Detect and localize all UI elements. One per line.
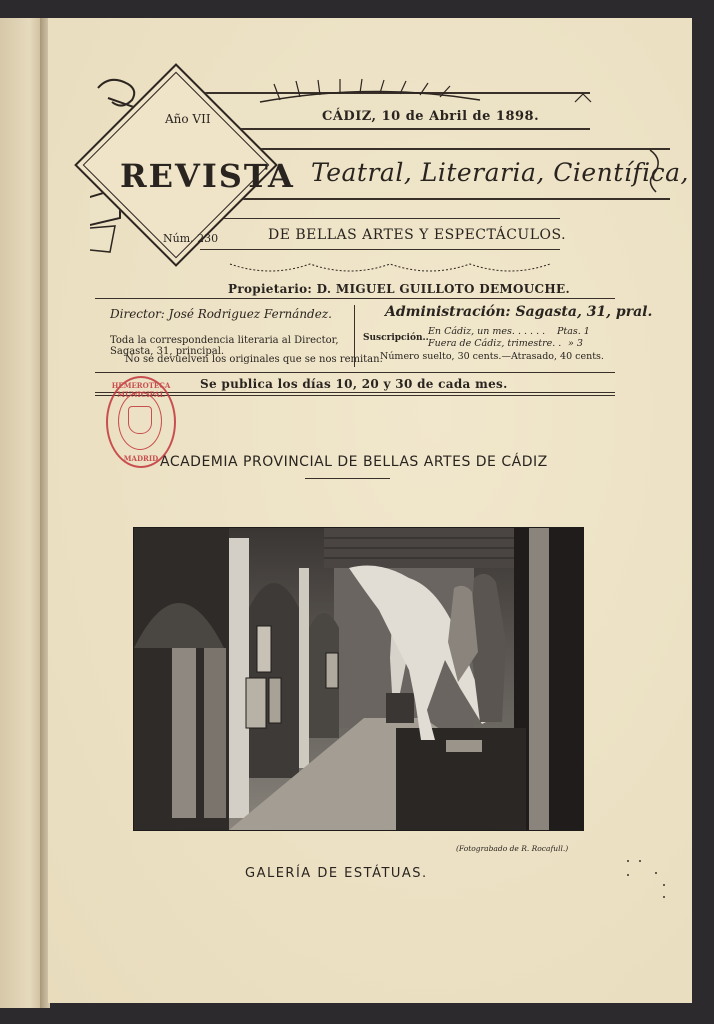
gallery-photograph bbox=[133, 527, 584, 831]
numero-suelto: Número suelto, 30 cents.—Atrasado, 40 cents. bbox=[380, 351, 604, 362]
stamp-top-text: HEMEROTECA MUNICIPAL bbox=[111, 381, 171, 399]
suscripcion-local-price: Ptas. 1 bbox=[557, 326, 590, 337]
photo-credit: (Fotograbado de R. Rocafull.) bbox=[456, 844, 569, 853]
left-page-edge bbox=[0, 18, 43, 1008]
bellas-artes-line: DE BELLAS ARTES Y ESPECTÁCULOS. bbox=[268, 227, 567, 243]
correspondencia-text: Toda la correspondencia literaria al Director, Sagasta, 31, principal. bbox=[110, 335, 339, 357]
heading-underline bbox=[305, 478, 390, 479]
gallery-scene bbox=[134, 528, 583, 830]
suscripcion-label: Suscripción.. bbox=[363, 333, 429, 343]
ano-label: Año VII bbox=[165, 112, 211, 126]
suscripcion-local: En Cádiz, un mes. . . . . . bbox=[428, 326, 546, 337]
photo-caption: GALERÍA DE ESTÁTUAS. bbox=[245, 866, 428, 881]
administracion-line: Administración: Sagasta, 31, pral. bbox=[385, 304, 653, 320]
suscripcion-fuera-price: » 3 bbox=[568, 338, 583, 349]
stamp-bottom-text: MADRID bbox=[123, 454, 159, 463]
suscripcion-fuera: Fuera de Cádiz, trimestre. . bbox=[428, 338, 562, 349]
crest-icon bbox=[128, 406, 152, 434]
rule-top bbox=[95, 298, 615, 299]
publication-schedule: Se publica los días 10, 20 y 30 de cada mes. bbox=[200, 377, 508, 391]
margin-mark bbox=[620, 855, 670, 905]
issue-number: Núm. 230 bbox=[163, 232, 219, 245]
director-line: Director: José Rodriguez Fernández. bbox=[110, 307, 332, 321]
propietario-line: Propietario: D. MIGUEL GUILLOTO DEMOUCHE. bbox=[228, 282, 570, 296]
masthead-title: REVISTA bbox=[120, 157, 295, 195]
originales-text: No se devuelven los originales que se nos remitan. bbox=[125, 354, 383, 365]
issue-date: CÁDIZ, 10 de Abril de 1898. bbox=[322, 109, 540, 124]
article-heading: ACADEMIA PROVINCIAL DE BELLAS ARTES DE CÁDIZ bbox=[160, 454, 548, 470]
rule-middle bbox=[95, 372, 615, 373]
masthead-subtitle: Teatral, Literaria, Científica, bbox=[311, 158, 689, 187]
